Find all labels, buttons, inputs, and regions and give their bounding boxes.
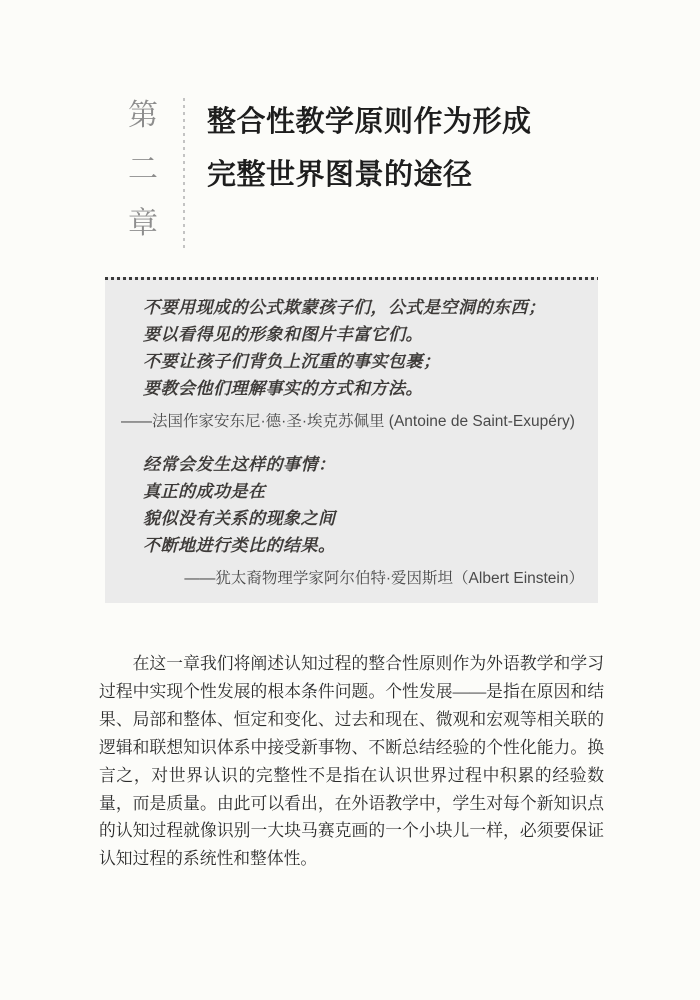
body-paragraph: 在这一章我们将阐述认知过程的整合性原则作为外语教学和学习过程中实现个性发展的根本条件问题。个性发展——是指在原因和结果、局部和整体、恒定和变化、过去和现在、微观和宏观等相关联的逻辑和联想知识体系中接受新事物、不断总结经验的个性化能力。换言之，对世界认识的完整性不是指在认识世界过程中积累的经验数量，而是质量。由此可以看出，在外语教学中，学生对每个新知识点的认知过程就像识别一大块马赛克画的一个小块儿一样，必须要保证认知过程的系统性和整体性。 [99,654,604,869]
quote-text [121,451,584,559]
epigraph-box [105,277,598,603]
chapter-title [207,96,532,202]
chapter-marker [126,100,160,239]
quote-line: 真正的成功是在 [143,482,266,501]
quote-line: 不要让孩子们背负上沉重的事实包裹； [143,352,441,371]
quote-attribution: ——犹太裔物理学家阿尔伯特·爱因斯坦（Albert Einstein） [184,570,584,587]
quote-text [121,294,584,402]
quote-line: 不要用现成的公式欺蒙孩子们，公式是空洞的东西； [143,298,546,317]
quote-attribution: ——法国作家安东尼·德·圣·埃克苏佩里 (Antoine de Saint-Exupéry) [121,413,575,430]
chapter-title-line-2: 完整世界图景的途径 [207,159,473,191]
quote-saint-exupery [121,294,584,432]
chapter-marker-char: 第 [128,99,158,132]
quote-line: 貌似没有关系的现象之间 [143,509,336,528]
quote-line: 要教会他们理解事实的方式和方法。 [143,379,423,398]
quote-line: 经常会发生这样的事情： [143,455,336,474]
quote-einstein [121,451,584,589]
chapter-marker-char: 章 [128,207,158,240]
quote-line: 不断地进行类比的结果。 [143,536,336,555]
chapter-marker-char: 二 [128,153,158,186]
chapter-title-line-1: 整合性教学原则作为形成 [207,106,532,138]
chapter-divider-line [183,98,185,252]
quote-line: 要以看得见的形象和图片丰富它们。 [143,325,423,344]
